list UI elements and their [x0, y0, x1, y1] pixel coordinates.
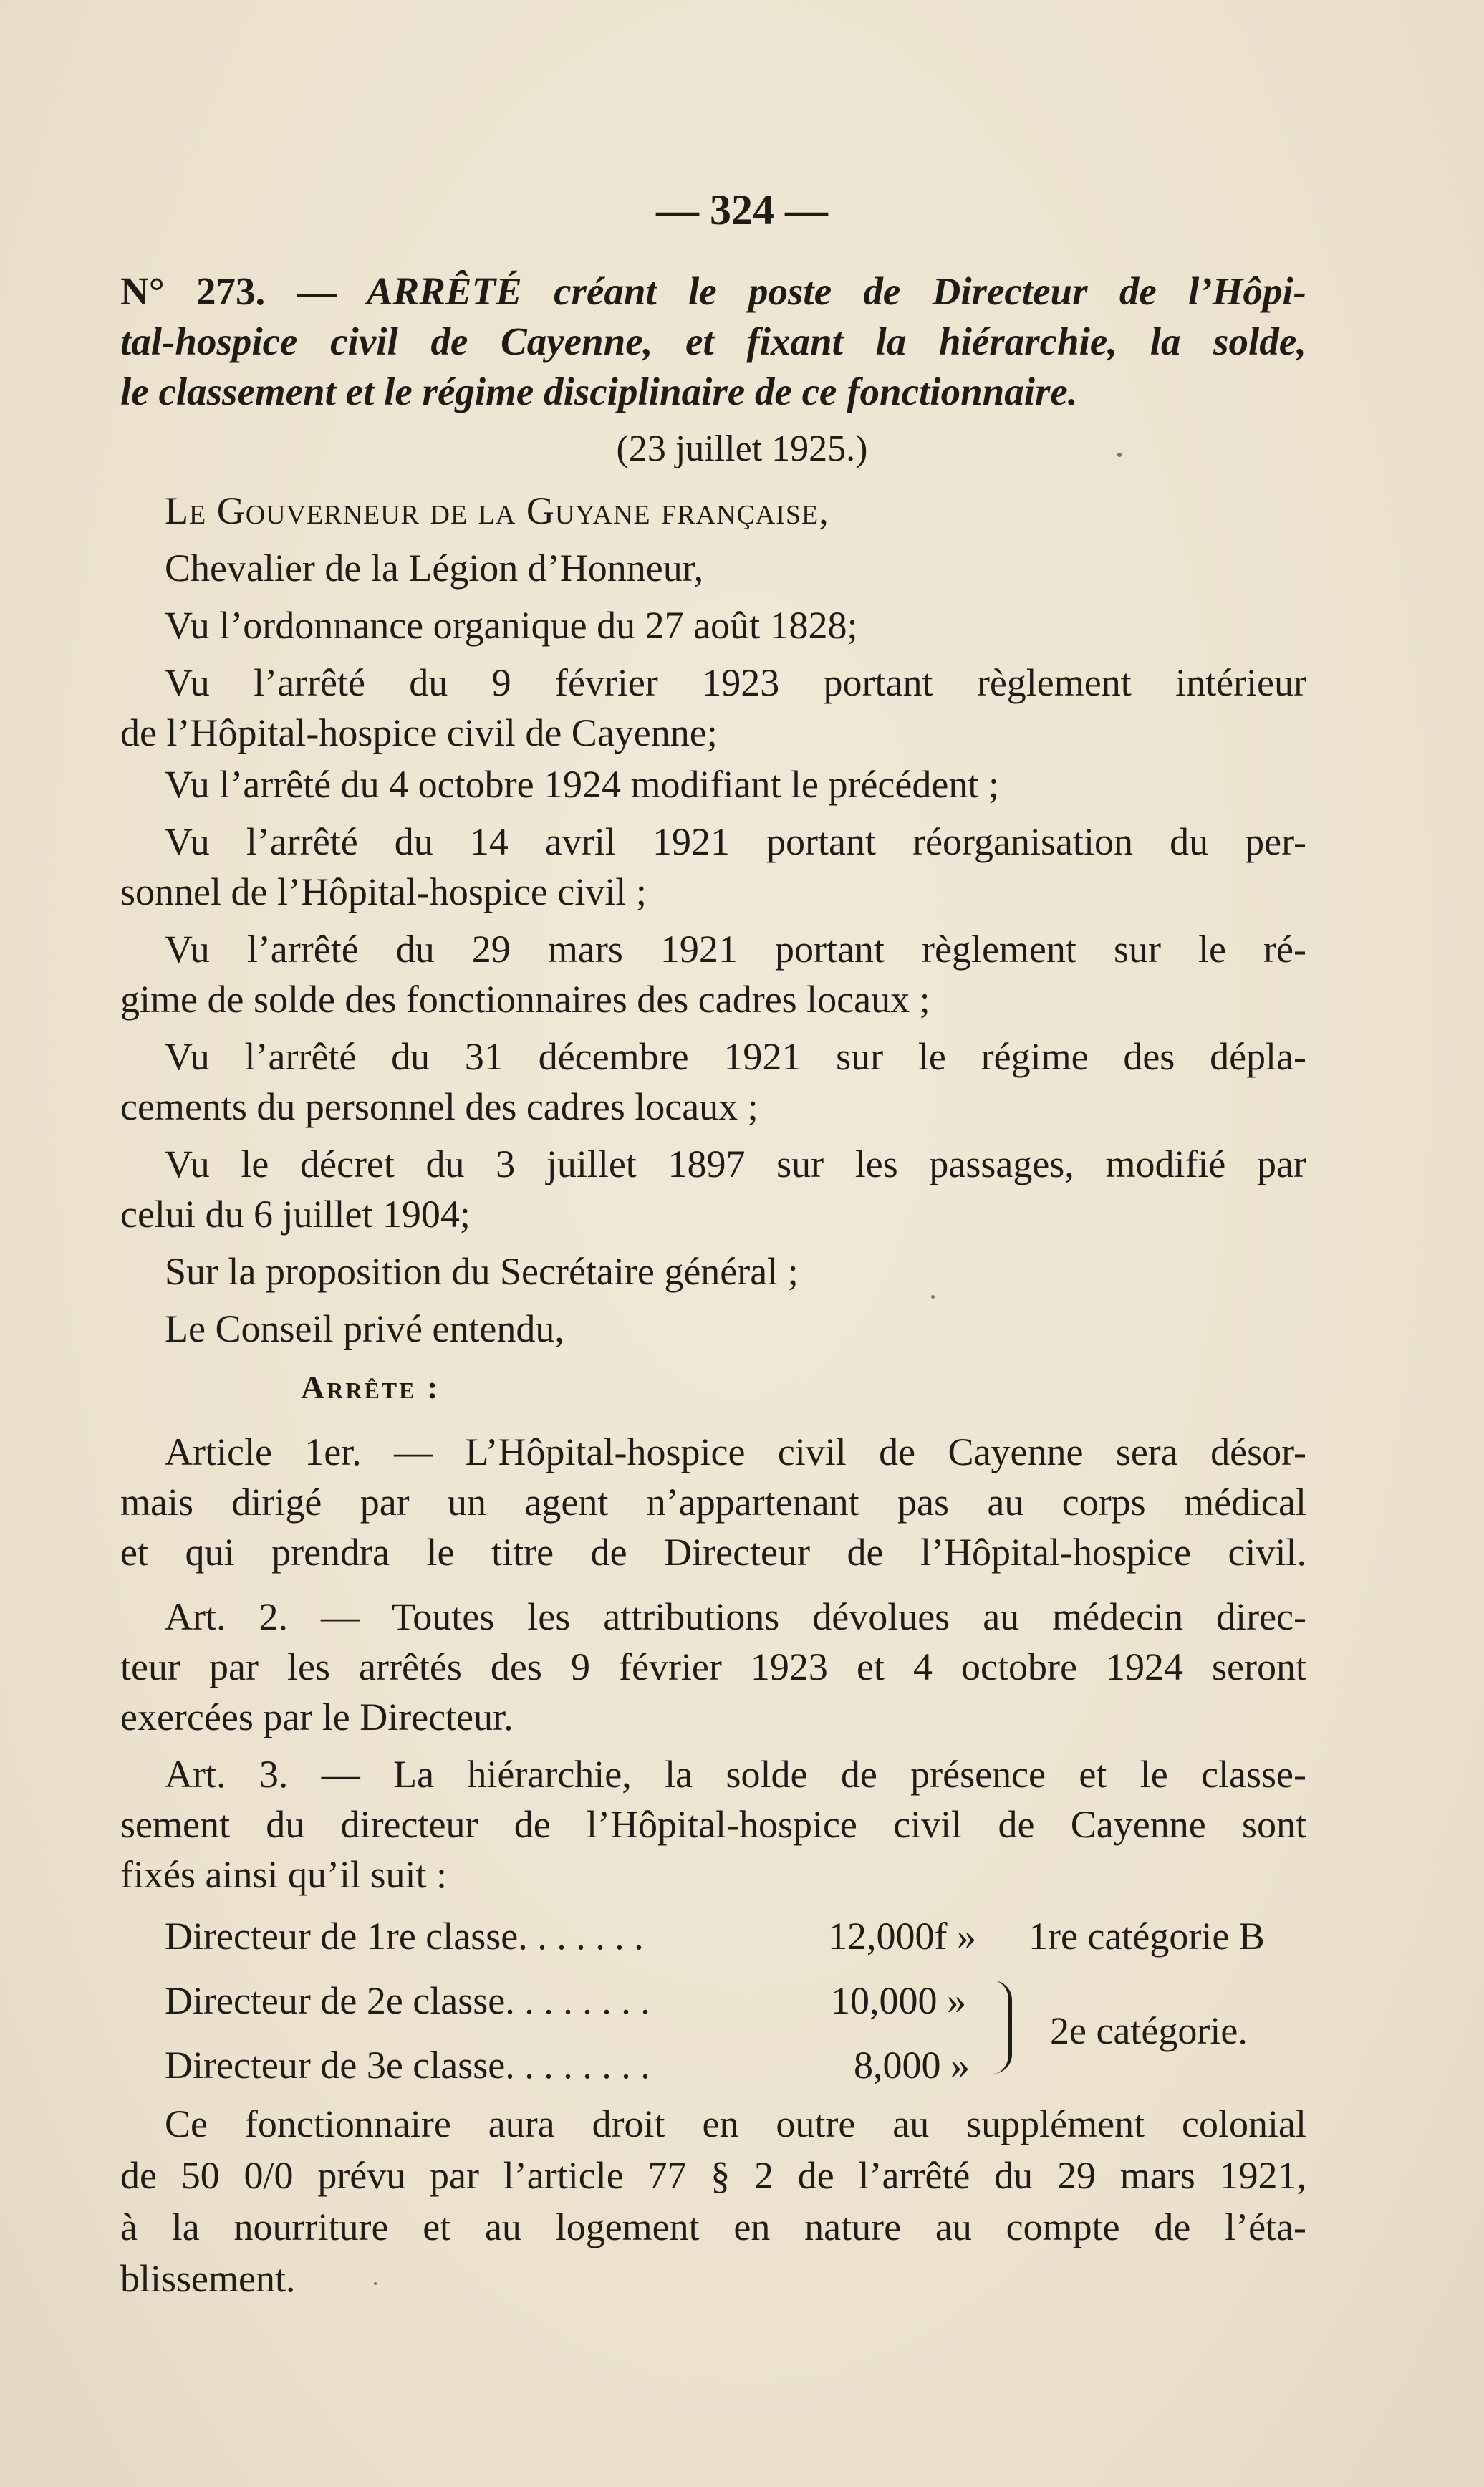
- title-line-2: tal-hospice civil de Cayenne, et fixant la hiérarchie, la solde,: [120, 319, 1306, 363]
- article-1-line-3: et qui prendra le titre de Directeur de l’Hôpital-hospice civil.: [120, 1531, 1306, 1574]
- article-1-line-2: mais dirigé par un agent n’appartenant pas au corps médical: [120, 1481, 1306, 1524]
- salary-amount-1: 12,000f »: [828, 1915, 976, 1958]
- table-brace: [993, 1981, 1012, 2074]
- preamble-line-14: celui du 6 juillet 1904;: [120, 1193, 471, 1236]
- paper-speck: [374, 2282, 377, 2285]
- decree-date: (23 juillet 1925.): [616, 428, 868, 469]
- preamble-line-13: Vu le décret du 3 juillet 1897 sur les passages, modifié par: [165, 1143, 1306, 1185]
- salary-grade-3: Directeur de 3e classe. . . . . . . .: [165, 2044, 650, 2087]
- decree-number: N° 273.: [120, 269, 266, 313]
- title-line-3: le classement et le régime disciplinaire de ce fonctionnaire.: [120, 370, 1078, 413]
- preamble-line-5: de l’Hôpital-hospice civil de Cayenne;: [120, 711, 718, 754]
- salary-grade-1: Directeur de 1re classe. . . . . . .: [165, 1915, 644, 1958]
- article-2-line-3: exercées par le Directeur.: [120, 1695, 514, 1738]
- preamble-line-3: Vu l’ordonnance organique du 27 août 1828;: [165, 604, 858, 647]
- paper-speck: [931, 1295, 935, 1299]
- salary-grade-2: Directeur de 2e classe. . . . . . . .: [165, 1979, 650, 2022]
- preamble-line-15: Sur la proposition du Secrétaire général ;: [165, 1250, 799, 1293]
- closing-line-2: de 50 0/0 prévu par l’article 77 § 2 de l’arrêté du 29 mars 1921,: [120, 2154, 1306, 2197]
- preamble-line-1: Le Gouverneur de la Guyane française,: [165, 489, 829, 532]
- arrete-heading: Arrête :: [301, 1369, 440, 1405]
- article-2-line-2: teur par les arrêtés des 9 février 1923 et 4 octobre 1924 seront: [120, 1645, 1306, 1688]
- preamble-line-10: gime de solde des fonctionnaires des cadres locaux ;: [120, 978, 930, 1021]
- preamble-line-6: Vu l’arrêté du 4 octobre 1924 modifiant le précédent ;: [165, 763, 999, 806]
- article-2-line-1: Art. 2. — Toutes les attributions dévolues au médecin direc-: [165, 1595, 1306, 1638]
- salary-category-1: 1re catégorie B: [1028, 1915, 1265, 1958]
- preamble-line-11: Vu l’arrêté du 31 décembre 1921 sur le régime des dépla-: [165, 1035, 1306, 1078]
- title-line-1: [120, 266, 1306, 317]
- salary-amount-3: 8,000 »: [854, 2044, 970, 2087]
- preamble-line-8: sonnel de l’Hôpital-hospice civil ;: [120, 870, 647, 913]
- preamble-line-9: Vu l’arrêté du 29 mars 1921 portant règlement sur le ré-: [165, 928, 1306, 971]
- closing-line-3: à la nourriture et au logement en nature au compte de l’éta-: [120, 2205, 1306, 2248]
- title-text-1: ARRÊTÉ créant le poste de Directeur de l’Hôpi-: [366, 269, 1306, 313]
- preamble-line-4: Vu l’arrêté du 9 février 1923 portant règlement intérieur: [165, 661, 1306, 704]
- preamble-line-2: Chevalier de la Légion d’Honneur,: [165, 547, 704, 590]
- page-number: — 324 —: [656, 186, 828, 234]
- article-3-line-3: fixés ainsi qu’il suit :: [120, 1853, 447, 1896]
- paper-speck: [1117, 453, 1122, 457]
- preamble-line-16: Le Conseil privé entendu,: [165, 1307, 564, 1350]
- title-dash: —: [297, 269, 337, 313]
- preamble-line-12: cements du personnel des cadres locaux ;: [120, 1085, 758, 1128]
- article-3-line-1: Art. 3. — La hiérarchie, la solde de présence et le classe-: [165, 1753, 1306, 1796]
- preamble-line-7: Vu l’arrêté du 14 avril 1921 portant réorganisation du per-: [165, 820, 1306, 863]
- closing-line-1: Ce fonctionnaire aura droit en outre au supplément colonial: [165, 2102, 1306, 2145]
- article-1-line-1: Article 1er. — L’Hôpital-hospice civil de Cayenne sera désor-: [165, 1430, 1306, 1473]
- salary-amount-2: 10,000 »: [831, 1979, 966, 2022]
- salary-category-2: 2e catégorie.: [1050, 2009, 1248, 2052]
- article-3-line-2: sement du directeur de l’Hôpital-hospice civil de Cayenne sont: [120, 1803, 1306, 1846]
- closing-line-4: blissement.: [120, 2257, 296, 2300]
